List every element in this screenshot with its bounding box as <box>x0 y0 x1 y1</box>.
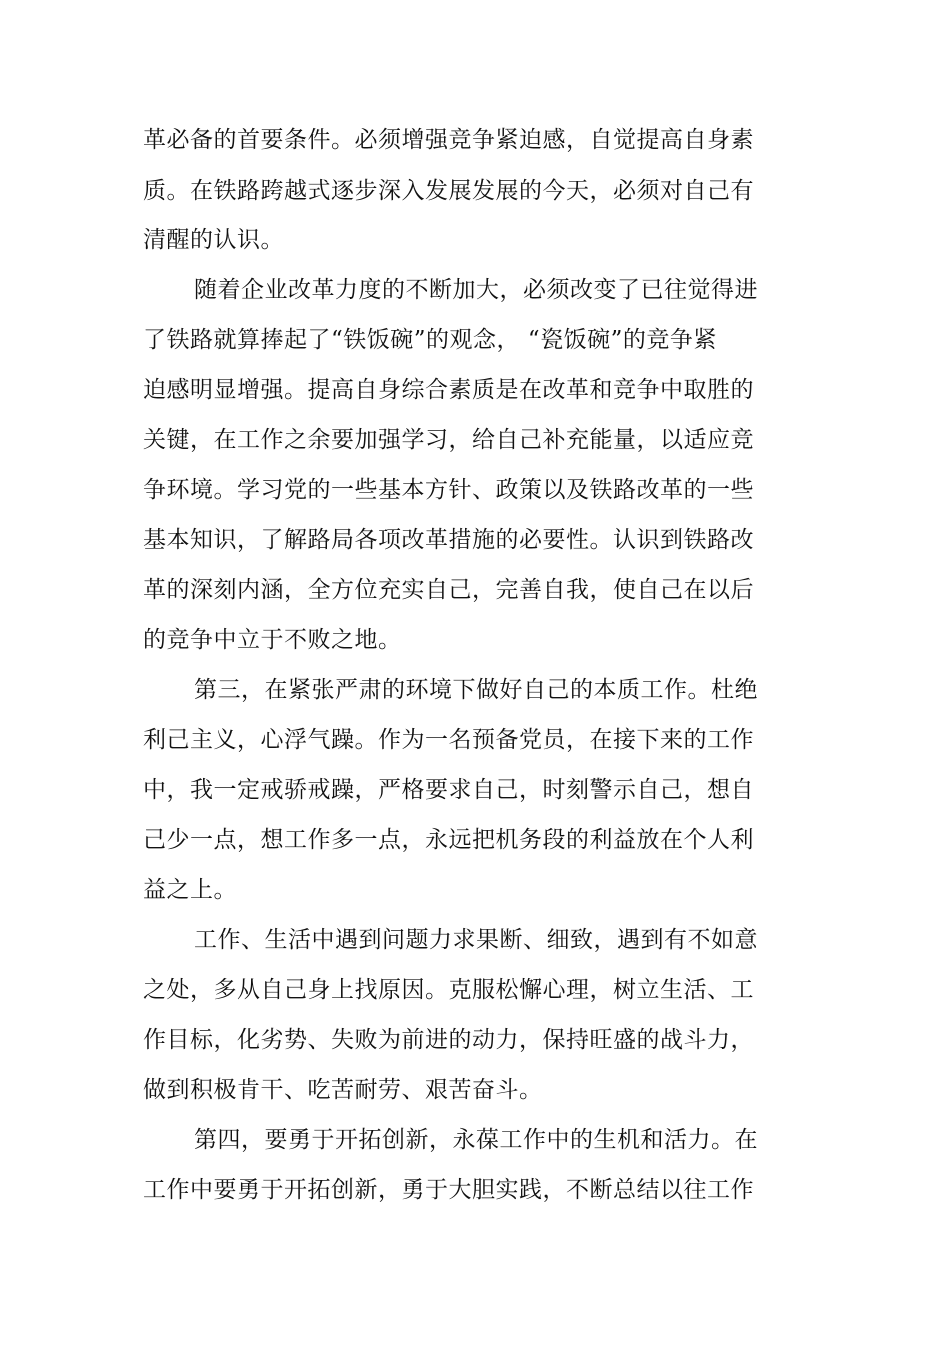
text-line: 做到积极肯干、吃苦耐劳、艰苦奋斗。 <box>143 1077 543 1103</box>
text-line: 利己主义，心浮气躁。作为一名预备党员，在接下来的工作 <box>143 727 754 753</box>
text-line: 争环境。学习党的一些基本方针、政策以及铁路改革的一些 <box>143 477 754 503</box>
text-line: 质。在铁路跨越式逐步深入发展发展的今天，必须对自己有 <box>143 178 754 204</box>
text-line: 作目标，化劣势、失败为前进的动力，保持旺盛的战斗力， <box>143 1027 754 1053</box>
text-line: 中，我一定戒骄戒躁，严格要求自己，时刻警示自己，想自 <box>143 777 754 803</box>
text-line: 基本知识，了解路局各项改革措施的必要性。认识到铁路改 <box>143 527 754 553</box>
text-line: 己少一点，想工作多一点，永远把机务段的利益放在个人利 <box>143 827 754 853</box>
paragraph-first-line: 随着企业改革力度的不断加大，必须改变了已往觉得进 <box>194 277 758 303</box>
text-line: 之处，多从自己身上找原因。克服松懈心理，树立生活、工 <box>143 977 754 1003</box>
text-line: 工作中要勇于开拓创新，勇于大胆实践，不断总结以往工作 <box>143 1177 754 1203</box>
paragraph-first-line: 工作、生活中遇到问题力求果断、细致，遇到有不如意 <box>194 927 758 953</box>
text-line: 清醒的认识。 <box>143 227 284 253</box>
paragraph-first-line: 第四，要勇于开拓创新，永葆工作中的生机和活力。在 <box>194 1127 758 1153</box>
text-line: 关键，在工作之余要加强学习，给自己补充能量，以适应竞 <box>143 427 754 453</box>
text-line: 了铁路就算捧起了“铁饭碗”的观念， “瓷饭碗”的竞争紧 <box>143 327 717 353</box>
text-line: 的竞争中立于不败之地。 <box>143 627 402 653</box>
text-line: 迫感明显增强。提高自身综合素质是在改革和竞争中取胜的 <box>143 377 754 403</box>
paragraph-first-line: 第三，在紧张严肃的环境下做好自己的本质工作。杜绝 <box>194 677 758 703</box>
text-line: 革必备的首要条件。必须增强竞争紧迫感，自觉提高自身素 <box>143 127 754 153</box>
text-line: 益之上。 <box>143 877 237 903</box>
text-line: 革的深刻内涵，全方位充实自己，完善自我，使自己在以后 <box>143 577 754 603</box>
